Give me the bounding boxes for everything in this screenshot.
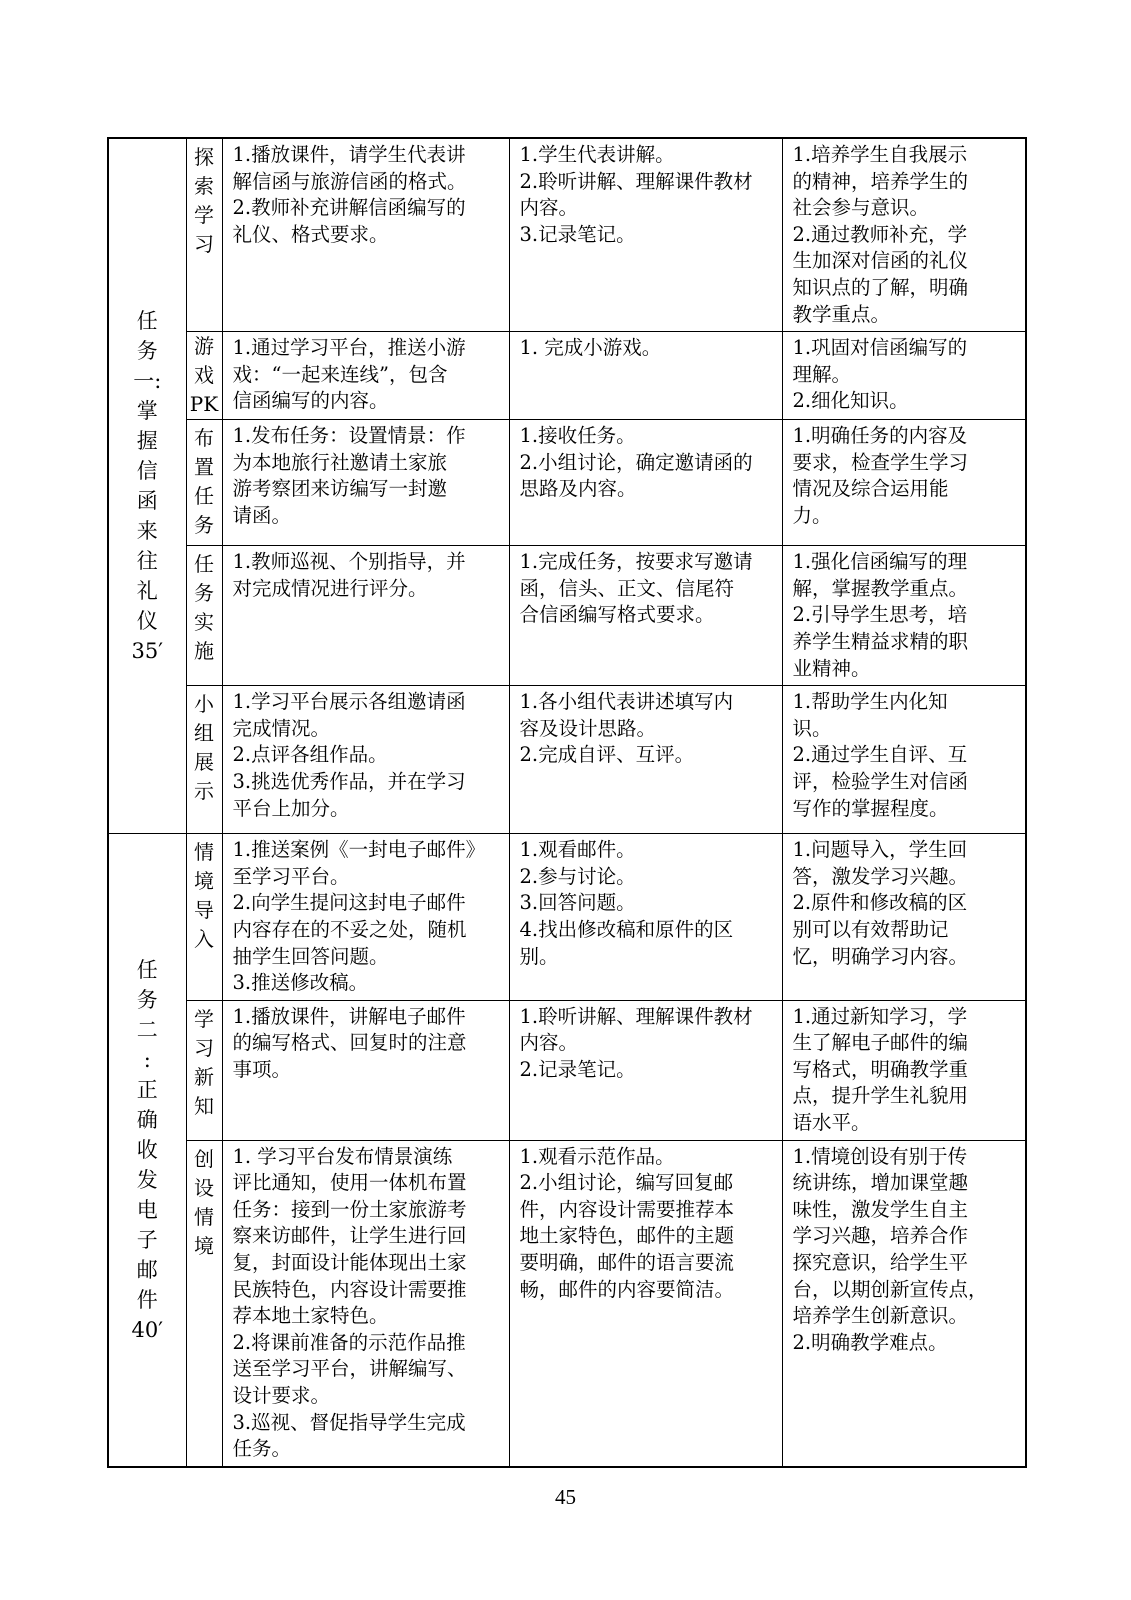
design-intent-cell bbox=[782, 420, 1026, 546]
phase-char: 任 bbox=[194, 484, 214, 509]
cell-line: 业精神。 bbox=[792, 656, 871, 680]
task-title-char: 子 bbox=[136, 1227, 158, 1252]
task-title-char: 二 bbox=[136, 1017, 158, 1042]
cell-line: 抽学生回答问题。 bbox=[232, 944, 389, 968]
table-row bbox=[108, 686, 1026, 834]
cell-line: 养学生精益求精的职 bbox=[792, 629, 969, 653]
teacher-activity-cell bbox=[222, 546, 509, 686]
cell-line: 容及设计思路。 bbox=[519, 716, 657, 740]
cell-line: 的精神，培养学生的 bbox=[792, 169, 969, 193]
cell-line: 1.通过新知学习，学 bbox=[792, 1004, 968, 1028]
cell-line: 任务：接到一份土家旅游考 bbox=[232, 1197, 467, 1221]
phase-char: 索 bbox=[194, 174, 214, 198]
task-title-char: 一: bbox=[133, 369, 162, 394]
cell-line: 察来访邮件，让学生进行回 bbox=[232, 1224, 467, 1248]
table-row bbox=[108, 546, 1026, 686]
teacher-activity-cell bbox=[222, 686, 509, 834]
cell-line: 内容。 bbox=[519, 1031, 579, 1055]
cell-line: 2.将课前准备的示范作品推 bbox=[232, 1330, 466, 1354]
cell-line: 1.问题导入，学生回 bbox=[792, 838, 968, 862]
student-activity-cell bbox=[509, 1140, 782, 1467]
cell-line: 合信函编写格式要求。 bbox=[519, 603, 715, 627]
cell-line: 统讲练，增加课堂趣 bbox=[792, 1171, 969, 1195]
cell-line: 1.推送案例《一封电子邮件》 bbox=[232, 838, 486, 862]
cell-line: 力。 bbox=[792, 503, 832, 527]
student-activity-cell bbox=[509, 546, 782, 686]
cell-line: 2.小组讨论，编写回复邮 bbox=[519, 1171, 734, 1195]
cell-line: 社会参与意识。 bbox=[792, 196, 930, 220]
teacher-activity-cell bbox=[222, 834, 509, 1001]
page-number: 45 bbox=[555, 1485, 576, 1509]
design-intent-cell bbox=[782, 138, 1026, 332]
cell-line: 3.挑选优秀作品，并在学习 bbox=[232, 769, 466, 793]
student-activity-cell bbox=[509, 420, 782, 546]
phase-char: 境 bbox=[194, 1233, 214, 1258]
cell-line: 教学重点。 bbox=[792, 302, 891, 326]
phase-char: 入 bbox=[194, 927, 214, 952]
cell-line: 内容。 bbox=[519, 196, 579, 220]
cell-line: 解信函与旅游信函的格式。 bbox=[232, 169, 467, 193]
table-body bbox=[108, 138, 1026, 1467]
cell-line: 2.通过学生自评、互 bbox=[792, 743, 968, 767]
phase-cell bbox=[186, 1000, 222, 1140]
cell-line: 评，检验学生对信函 bbox=[792, 769, 969, 793]
cell-line: 礼仪、格式要求。 bbox=[232, 222, 389, 246]
phase-char: 务 bbox=[194, 581, 214, 606]
cell-line: 2.细化知识。 bbox=[792, 389, 909, 413]
cell-line: 培养学生创新意识。 bbox=[792, 1304, 969, 1328]
task-title-char: 35′ bbox=[131, 639, 163, 664]
cell-line: 荐本地土家特色。 bbox=[232, 1304, 389, 1328]
cell-line: 1.强化信函编写的理 bbox=[792, 550, 968, 574]
cell-line: 戏：“一起来连线”，包含 bbox=[232, 362, 448, 386]
cell-line: 1.情境创设有别于传 bbox=[792, 1144, 968, 1168]
cell-line: 3.巡视、督促指导学生完成 bbox=[232, 1410, 466, 1434]
cell-line: 理解。 bbox=[792, 362, 852, 386]
phase-char: 设 bbox=[194, 1175, 214, 1200]
task-title-char: 仪 bbox=[136, 609, 158, 634]
cell-line: 学习兴趣，培养合作 bbox=[792, 1224, 969, 1248]
lesson-plan-table bbox=[107, 137, 1027, 1468]
task-title-char: 握 bbox=[136, 429, 158, 454]
cell-line: 别可以有效帮助记 bbox=[792, 917, 949, 941]
cell-line: 1.教师巡视、个别指导，并 bbox=[232, 550, 466, 574]
cell-line: 1.培养学生自我展示 bbox=[792, 143, 968, 166]
cell-line: 设计要求。 bbox=[232, 1384, 331, 1407]
phase-char: 境 bbox=[194, 869, 214, 894]
student-activity-cell bbox=[509, 834, 782, 1001]
cell-line: 2.记录笔记。 bbox=[519, 1057, 636, 1081]
cell-line: 味性，激发学生自主 bbox=[792, 1197, 969, 1221]
task-title-char: 信 bbox=[136, 459, 158, 484]
phase-char: 务 bbox=[194, 513, 214, 538]
student-activity-cell bbox=[509, 686, 782, 834]
cell-line: 情况及综合运用能 bbox=[792, 477, 949, 501]
phase-char: 创 bbox=[194, 1146, 214, 1171]
phase-char: 探 bbox=[194, 145, 214, 169]
cell-line: 忆，明确学习内容。 bbox=[792, 944, 969, 968]
phase-char: 学 bbox=[194, 1006, 214, 1031]
phase-char: 新 bbox=[194, 1064, 214, 1089]
cell-line: 要求，检查学生学习 bbox=[792, 450, 969, 474]
task-title-char: 任 bbox=[136, 309, 158, 334]
cell-line: 完成情况。 bbox=[232, 716, 331, 740]
cell-line: 点，提升学生礼貌用 bbox=[792, 1084, 969, 1108]
cell-line: 答，激发学习兴趣。 bbox=[792, 864, 969, 888]
cell-line: 写作的掌握程度。 bbox=[792, 796, 949, 820]
cell-line: 1.完成任务，按要求写邀请 bbox=[519, 550, 753, 574]
phase-char: 施 bbox=[194, 639, 214, 664]
phase-char: 展 bbox=[194, 750, 214, 775]
phase-cell bbox=[186, 546, 222, 686]
task-title-cell bbox=[108, 834, 186, 1467]
cell-line: 解，掌握教学重点。 bbox=[792, 576, 969, 600]
cell-line: 2.完成自评、互评。 bbox=[519, 743, 695, 767]
phase-char: 知 bbox=[194, 1093, 214, 1118]
table-row bbox=[108, 420, 1026, 546]
table-row bbox=[108, 1000, 1026, 1140]
table-row bbox=[108, 834, 1026, 1001]
phase-char: 布 bbox=[194, 426, 214, 451]
task-title-char: 电 bbox=[136, 1197, 158, 1222]
task-title-cell bbox=[108, 138, 186, 834]
task-title-char: 务 bbox=[136, 339, 158, 364]
student-activity-cell bbox=[509, 1000, 782, 1140]
cell-line: 地土家特色，邮件的主题 bbox=[519, 1224, 735, 1248]
cell-line: 1.观看邮件。 bbox=[519, 838, 636, 862]
task-title-char: : bbox=[143, 1047, 151, 1072]
cell-line: 平台上加分。 bbox=[232, 796, 350, 820]
teacher-activity-cell bbox=[222, 1000, 509, 1140]
task-title-char: 邮 bbox=[136, 1257, 158, 1282]
cell-line: 1.播放课件，请学生代表讲 bbox=[232, 143, 466, 166]
phase-char: 学 bbox=[194, 203, 214, 227]
task-title-char: 务 bbox=[136, 987, 158, 1012]
task-title-char: 来 bbox=[136, 519, 158, 544]
cell-line: 1.各小组代表讲述填写内 bbox=[519, 690, 734, 714]
cell-line: 4.找出修改稿和原件的区 bbox=[519, 917, 734, 941]
cell-line: 2.点评各组作品。 bbox=[232, 743, 388, 767]
task-title-char: 往 bbox=[136, 549, 158, 574]
teacher-activity-cell bbox=[222, 332, 509, 420]
cell-line: 复，封面设计能体现出土家 bbox=[232, 1251, 467, 1275]
phase-cell bbox=[186, 686, 222, 834]
cell-line: 游考察团来访编写一封邀 bbox=[232, 477, 448, 501]
phase-char: 任 bbox=[194, 552, 214, 577]
phase-char: 示 bbox=[194, 779, 214, 804]
cell-line: 2.明确教学难点。 bbox=[792, 1330, 948, 1354]
design-intent-cell bbox=[782, 1000, 1026, 1140]
design-intent-cell bbox=[782, 546, 1026, 686]
cell-line: 1.明确任务的内容及 bbox=[792, 424, 968, 448]
teacher-activity-cell bbox=[222, 138, 509, 332]
design-intent-cell bbox=[782, 834, 1026, 1001]
cell-line: 评比通知，使用一体机布置 bbox=[232, 1171, 467, 1195]
table-row bbox=[108, 138, 1026, 332]
cell-line: 知识点的了解，明确 bbox=[792, 275, 969, 299]
phase-char: 小 bbox=[194, 692, 214, 717]
cell-line: 2.小组讨论，确定邀请函的 bbox=[519, 450, 753, 474]
cell-line: 别。 bbox=[519, 944, 559, 968]
cell-line: 2.引导学生思考，培 bbox=[792, 603, 968, 627]
phase-char: 戏 bbox=[194, 363, 214, 388]
cell-line: 1.聆听讲解、理解课件教材 bbox=[519, 1004, 753, 1028]
cell-line: 任务。 bbox=[232, 1437, 292, 1461]
cell-line: 信函编写的内容。 bbox=[232, 389, 389, 413]
phase-char: 导 bbox=[194, 898, 214, 923]
cell-line: 民族特色，内容设计需要推 bbox=[232, 1277, 467, 1301]
cell-line: 台，以期创新宣传点， bbox=[792, 1277, 988, 1301]
cell-line: 2.向学生提问这封电子邮件 bbox=[232, 891, 466, 915]
phase-char: PK bbox=[189, 392, 219, 417]
phase-cell bbox=[186, 420, 222, 546]
cell-line: 1.学生代表讲解。 bbox=[519, 143, 675, 166]
cell-line: 3.回答问题。 bbox=[519, 891, 636, 915]
task-title-char: 40′ bbox=[131, 1317, 163, 1342]
cell-line: 畅，邮件的内容要简洁。 bbox=[519, 1277, 735, 1301]
cell-line: 件，内容设计需要推荐本 bbox=[519, 1197, 735, 1221]
cell-line: 1.巩固对信函编写的 bbox=[792, 336, 968, 360]
cell-line: 的编写格式、回复时的注意 bbox=[232, 1031, 467, 1055]
cell-line: 1.通过学习平台，推送小游 bbox=[232, 336, 466, 360]
phase-char: 习 bbox=[194, 1035, 214, 1060]
cell-line: 生加深对信函的礼仪 bbox=[792, 249, 969, 273]
cell-line: 语水平。 bbox=[792, 1111, 871, 1135]
cell-line: 1.发布任务：设置情景：作 bbox=[232, 424, 466, 448]
cell-line: 写格式，明确教学重 bbox=[792, 1057, 969, 1081]
phase-char: 置 bbox=[194, 455, 214, 480]
student-activity-cell bbox=[509, 332, 782, 420]
cell-line: 请函。 bbox=[232, 503, 292, 527]
cell-line: 1. 学习平台发布情景演练 bbox=[232, 1144, 453, 1168]
design-intent-cell bbox=[782, 686, 1026, 834]
cell-line: 生了解电子邮件的编 bbox=[792, 1031, 969, 1055]
table-row bbox=[108, 1140, 1026, 1467]
cell-line: 对完成情况进行评分。 bbox=[232, 576, 428, 600]
phase-char: 情 bbox=[194, 840, 214, 865]
cell-line: 2.教师补充讲解信函编写的 bbox=[232, 196, 466, 220]
task-title-char: 件 bbox=[136, 1287, 158, 1312]
cell-line: 送至学习平台，讲解编写、 bbox=[232, 1357, 467, 1381]
cell-line: 要明确，邮件的语言要流 bbox=[519, 1251, 735, 1275]
table-row bbox=[108, 332, 1026, 420]
cell-line: 2.通过教师补充，学 bbox=[792, 222, 968, 246]
phase-char: 情 bbox=[194, 1204, 214, 1229]
cell-line: 1.帮助学生内化知 bbox=[792, 690, 948, 714]
teacher-activity-cell bbox=[222, 420, 509, 546]
design-intent-cell bbox=[782, 332, 1026, 420]
cell-line: 为本地旅行社邀请土家旅 bbox=[232, 450, 448, 474]
task-title-char: 发 bbox=[136, 1167, 158, 1192]
phase-char: 组 bbox=[194, 721, 214, 746]
cell-line: 至学习平台。 bbox=[232, 864, 350, 888]
design-intent-cell bbox=[782, 1140, 1026, 1467]
task-title-char: 礼 bbox=[136, 579, 158, 604]
task-title-char: 确 bbox=[136, 1107, 158, 1132]
cell-line: 3.推送修改稿。 bbox=[232, 971, 369, 995]
task-title-char: 任 bbox=[136, 957, 158, 982]
cell-line: 探究意识，给学生平 bbox=[792, 1251, 969, 1275]
cell-line: 1.学习平台展示各组邀请函 bbox=[232, 690, 466, 714]
student-activity-cell bbox=[509, 138, 782, 332]
phase-char: 实 bbox=[194, 610, 214, 635]
phase-cell bbox=[186, 834, 222, 1001]
task-title-char: 收 bbox=[136, 1137, 158, 1162]
phase-cell bbox=[186, 1140, 222, 1467]
task-title-char: 正 bbox=[136, 1077, 158, 1102]
teacher-activity-cell bbox=[222, 1140, 509, 1467]
phase-cell bbox=[186, 332, 222, 420]
cell-line: 事项。 bbox=[232, 1057, 292, 1081]
cell-line: 1.播放课件，讲解电子邮件 bbox=[232, 1004, 466, 1028]
cell-line: 2.参与讨论。 bbox=[519, 864, 636, 888]
phase-char: 习 bbox=[194, 232, 214, 256]
cell-line: 2.聆听讲解、理解课件教材 bbox=[519, 169, 753, 193]
cell-line: 1.观看示范作品。 bbox=[519, 1144, 675, 1168]
cell-line: 函，信头、正文、信尾符 bbox=[519, 576, 735, 600]
cell-line: 3.记录笔记。 bbox=[519, 222, 636, 246]
phase-char: 游 bbox=[194, 334, 214, 359]
cell-line: 1. 完成小游戏。 bbox=[519, 336, 662, 360]
phase-cell bbox=[186, 138, 222, 332]
cell-line: 识。 bbox=[792, 716, 832, 740]
task-title-char: 函 bbox=[136, 489, 158, 514]
cell-line: 1.接收任务。 bbox=[519, 424, 636, 448]
task-title-char: 掌 bbox=[136, 399, 158, 424]
cell-line: 2.原件和修改稿的区 bbox=[792, 891, 968, 915]
cell-line: 思路及内容。 bbox=[519, 477, 637, 501]
cell-line: 内容存在的不妥之处，随机 bbox=[232, 917, 467, 941]
